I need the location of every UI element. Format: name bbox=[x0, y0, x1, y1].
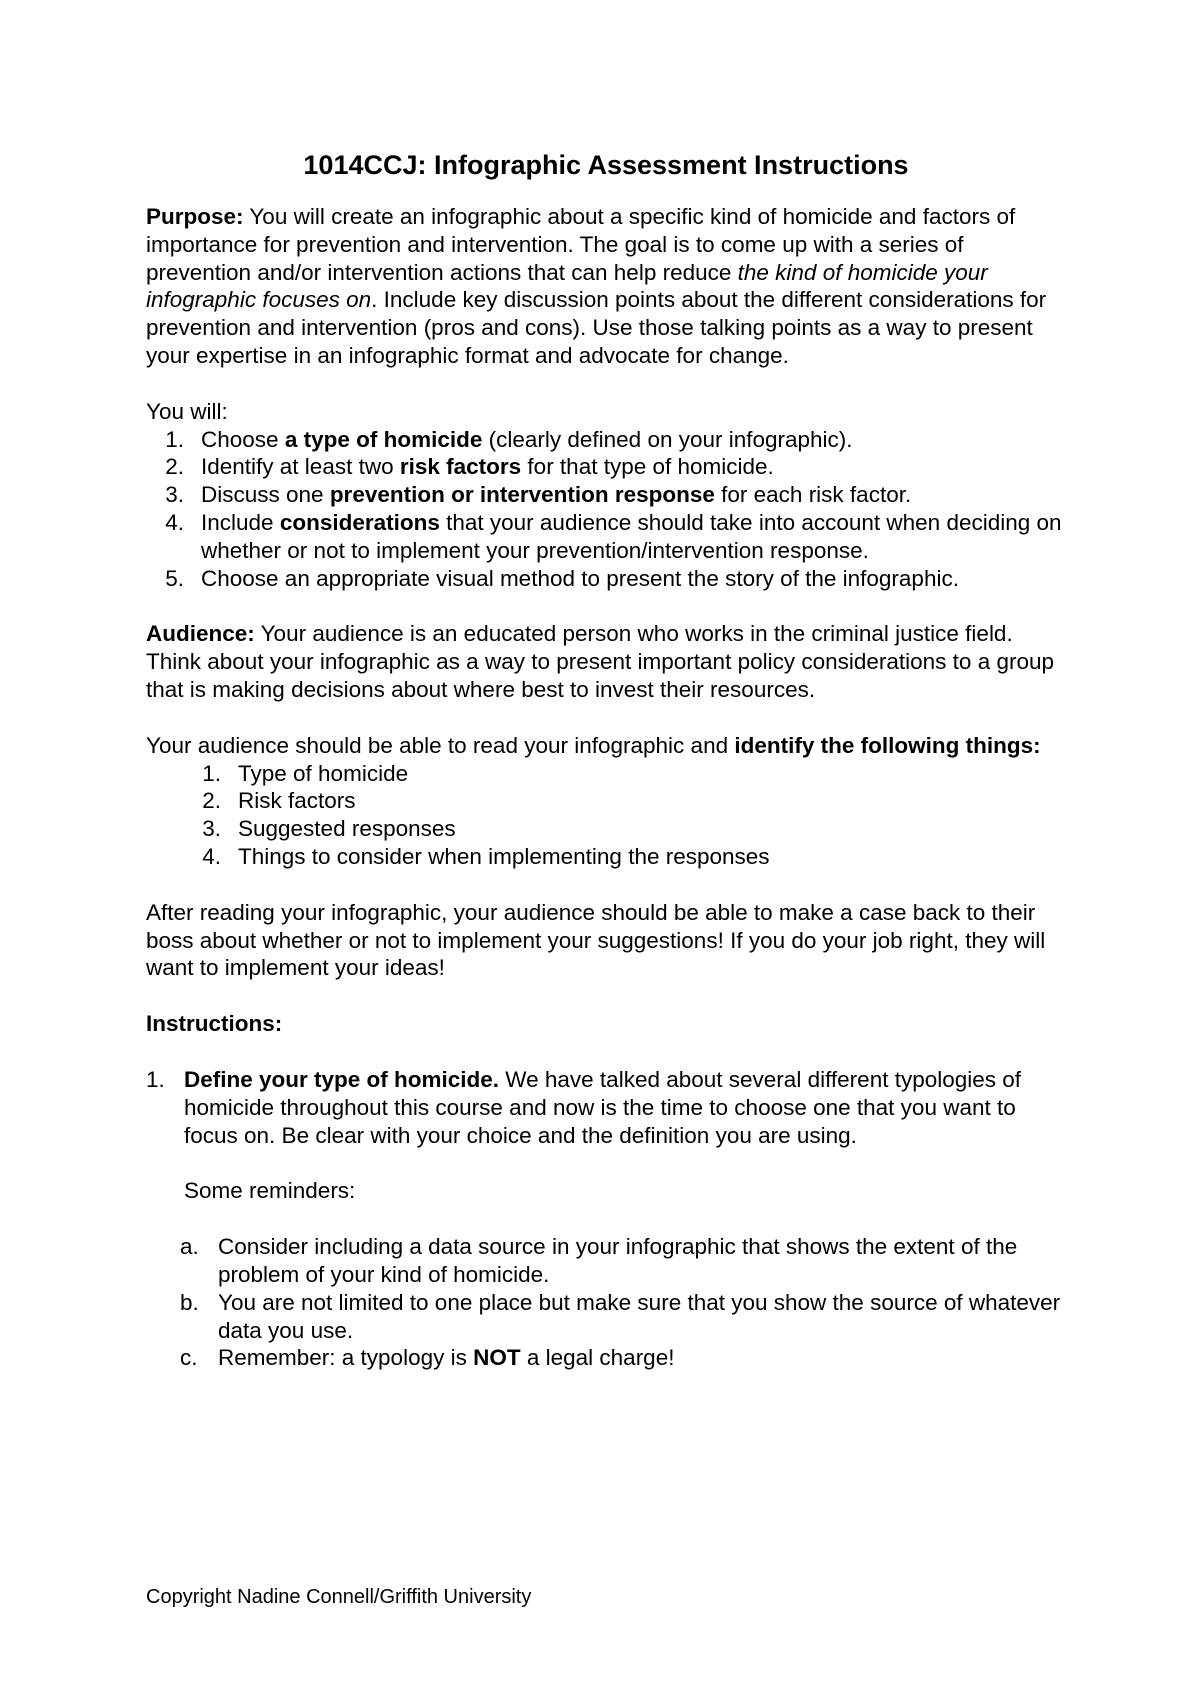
list-text: Remember: a typology is bbox=[218, 1345, 474, 1371]
list-letter: b. bbox=[180, 1289, 199, 1315]
step-bold: Define your type of homicide. bbox=[184, 1066, 500, 1092]
list-text: (clearly defined on your infographic). bbox=[482, 426, 853, 452]
instructions-list bbox=[146, 1066, 1066, 1149]
reminders-label: Some reminders: bbox=[184, 1178, 356, 1204]
list-text: Identify at least two bbox=[201, 454, 400, 480]
list-item bbox=[146, 509, 1066, 565]
list-item bbox=[146, 1289, 1066, 1345]
list-number: 4. bbox=[202, 843, 221, 869]
copyright-footer: Copyright Nadine Connell/Griffith University bbox=[146, 1586, 532, 1608]
list-number: 3. bbox=[165, 482, 184, 508]
purpose-text-1: You will create an infographic about a specific kind of homicide and factors of importance for prevention and intervention. The goal is to come up with a series of prevention and/or intervention actions that can help reduce bbox=[146, 204, 1016, 285]
list-bold: considerations bbox=[279, 509, 440, 535]
list-text: Things to consider when implementing the responses bbox=[238, 843, 770, 869]
list-text: Suggested responses bbox=[238, 816, 456, 842]
list-text: Risk factors bbox=[238, 788, 356, 814]
identify-paragraph bbox=[146, 732, 1066, 760]
list-text: Consider including a data source in your infographic that shows the extent of the problem of your kind of homicide. bbox=[218, 1234, 1018, 1287]
step-body bbox=[184, 1066, 1066, 1149]
list-number: 2. bbox=[165, 454, 184, 480]
list-item bbox=[146, 760, 1066, 788]
list-item bbox=[146, 1066, 1066, 1149]
list-text: that your audience should take into account when deciding on whether or not to implement your prevention/intervention response. bbox=[201, 509, 1062, 563]
list-item bbox=[146, 481, 1066, 509]
list-text: Include bbox=[201, 509, 280, 535]
list-number: 2. bbox=[202, 788, 221, 814]
list-bold: a type of homicide bbox=[284, 426, 483, 452]
list-text: for that type of homicide. bbox=[521, 454, 774, 480]
list-item bbox=[146, 453, 1066, 481]
list-item bbox=[146, 1233, 1066, 1289]
list-text: Type of homicide bbox=[238, 760, 409, 786]
list-number: 5. bbox=[165, 565, 184, 591]
identify-text: Your audience should be able to read your infographic and bbox=[146, 732, 735, 758]
list-text: Discuss one bbox=[201, 482, 330, 508]
instructions-heading bbox=[146, 1010, 1066, 1038]
list-bold: prevention or intervention response bbox=[329, 482, 715, 508]
you-will-intro: You will: bbox=[146, 398, 228, 424]
instructions-label: Instructions: bbox=[146, 1011, 283, 1037]
list-number: 1. bbox=[165, 426, 184, 452]
purpose-paragraph bbox=[146, 203, 1066, 370]
list-text: Choose an appropriate visual method to present the story of the infographic. bbox=[201, 565, 959, 591]
list-text: Choose bbox=[201, 426, 285, 452]
purpose-emphasis: the kind of homicide your infographic focuses on bbox=[146, 259, 988, 313]
list-letter: a. bbox=[180, 1234, 199, 1260]
list-bold: risk factors bbox=[399, 454, 522, 480]
list-bold: NOT bbox=[473, 1345, 521, 1371]
list-item bbox=[146, 815, 1066, 843]
audience-paragraph bbox=[146, 620, 1066, 703]
purpose-label: Purpose: bbox=[146, 204, 244, 229]
step-text: We have talked about several different typologies of homicide throughout this course and now is the time to choose one that you want to focus on. Be clear with your choice and the definition you are using. bbox=[184, 1066, 1022, 1148]
identify-list bbox=[146, 760, 1066, 871]
purpose-text-2: . Include key discussion points about the different considerations for prevention and intervention (pros and cons). Use those talking points as a way to present your expertise in an infographic format and advocate for change. bbox=[146, 287, 1047, 368]
list-text: a legal charge! bbox=[520, 1345, 675, 1371]
list-item bbox=[146, 787, 1066, 815]
reminders-list bbox=[146, 1233, 1066, 1372]
list-number: 3. bbox=[202, 816, 221, 842]
audience-text: Your audience is an educated person who works in the criminal justice field. Think about your infographic as a way to present important policy considerations to a group that is making decisions about where best to invest their resources. bbox=[146, 621, 1055, 702]
list-item bbox=[146, 565, 1066, 593]
list-number: 1. bbox=[202, 760, 221, 786]
identify-bold: identify the following things bbox=[734, 732, 1034, 758]
list-letter: c. bbox=[180, 1345, 198, 1371]
list-item bbox=[146, 426, 1066, 454]
page-title: 1014CCJ: Infographic Assessment Instructions bbox=[303, 150, 909, 180]
list-item bbox=[146, 1344, 1066, 1372]
document-body bbox=[146, 149, 1066, 1372]
list-number: 4. bbox=[165, 509, 184, 535]
after-reading-paragraph: After reading your infographic, your audience should be able to make a case back to their boss about whether or not to implement your suggestions! If you do your job right, they will want to implement your ideas! bbox=[146, 899, 1046, 981]
identify-colon: : bbox=[1033, 732, 1041, 758]
list-number: 1. bbox=[146, 1066, 165, 1092]
list-text: You are not limited to one place but make sure that you show the source of whatever data you use. bbox=[218, 1289, 1061, 1343]
list-item bbox=[146, 843, 1066, 871]
list-text: for each risk factor. bbox=[714, 482, 912, 508]
you-will-list bbox=[146, 426, 1066, 593]
audience-label: Audience: bbox=[146, 621, 255, 647]
